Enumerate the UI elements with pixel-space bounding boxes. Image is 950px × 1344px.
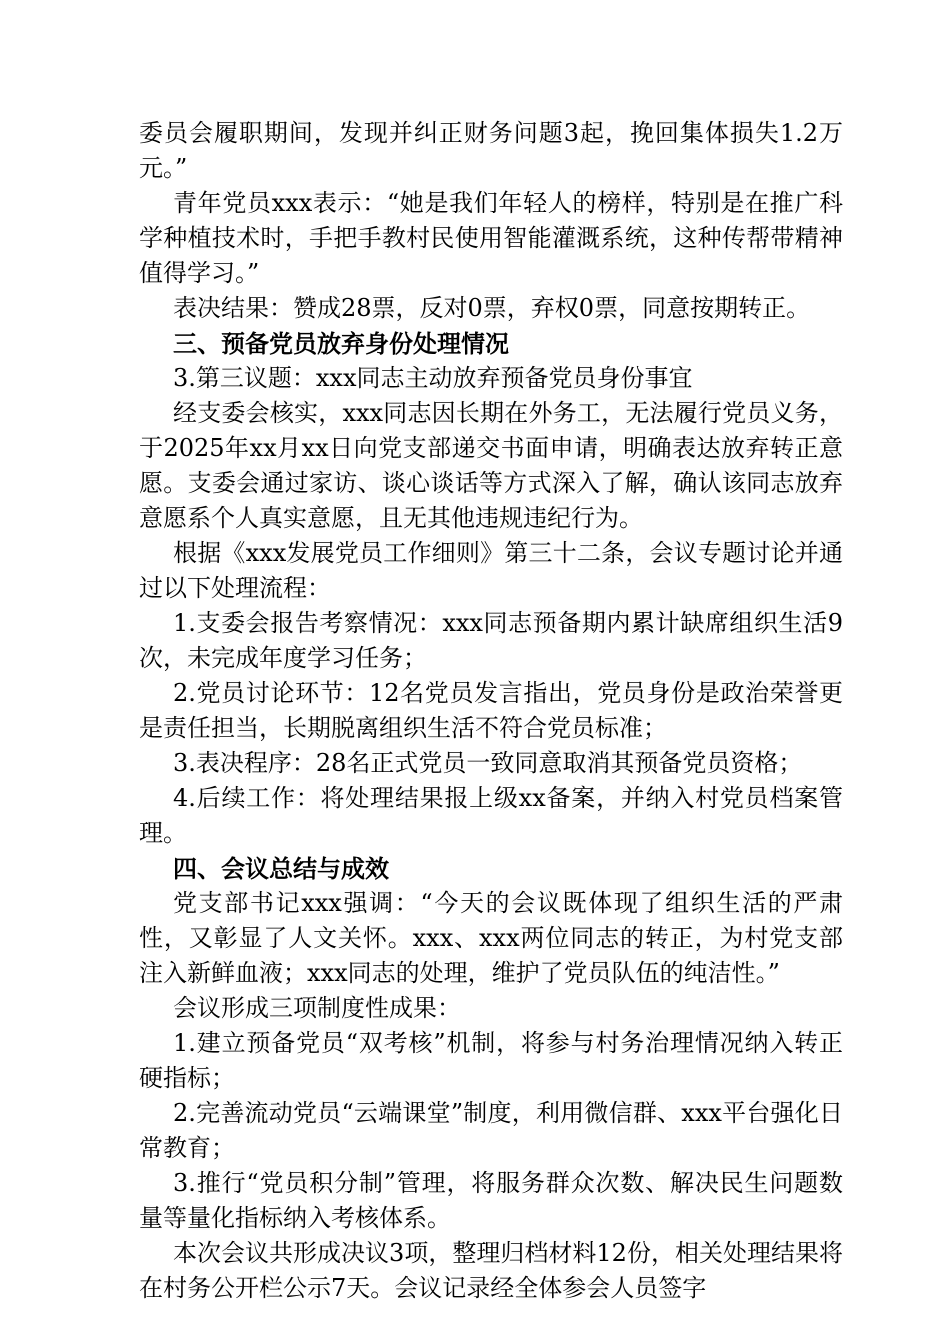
- section-heading-3: 三、预备党员放弃身份处理情况: [173, 329, 509, 358]
- paragraph-step-3: 3.表决程序：28名正式党员一致同意取消其预备党员资格；: [173, 749, 803, 777]
- paragraph-vote-result: 表决结果：赞成28票，反对0票，弃权0票，同意按期转正。: [173, 294, 811, 322]
- paragraph-outcome-3: 3.推行“党员积分制”管理，将服务群众次数、解决民生问题数量等量化指标纳入考核体系。: [139, 1169, 843, 1232]
- paragraph-outcome-2: 2.完善流动党员“云端课堂”制度，利用微信群、xxx平台强化日常教育；: [139, 1099, 843, 1162]
- paragraph-outcome-1: 1.建立预备党员“双考核”机制，将参与村务治理情况纳入转正硬指标；: [139, 1029, 843, 1092]
- paragraph-regulation-basis: 根据《xxx发展党员工作细则》第三十二条，会议专题讨论并通过以下处理流程：: [139, 539, 843, 602]
- paragraph-verification: 经支委会核实，xxx同志因长期在外务工，无法履行党员义务，于2025年xx月xx日向党支部递交书面申请，明确表达放弃转正意愿。支委会通过家访、谈心谈话等方式深入了解，确认该同志放弃意愿系个人真实意愿，且无其他违规违纪行为。: [139, 399, 843, 532]
- paragraph-step-1: 1.支委会报告考察情况：xxx同志预备期内累计缺席组织生活9次，未完成年度学习任务；: [139, 609, 843, 672]
- paragraph-youth-party-member-quote: 青年党员xxx表示：“她是我们年轻人的榜样，特别是在推广科学种植技术时，手把手教村民使用智能灌溉系统，这种传帮带精神值得学习。”: [139, 189, 843, 287]
- paragraph-outcomes-intro: 会议形成三项制度性成果：: [173, 994, 461, 1022]
- paragraph-step-2: 2.党员讨论环节：12名党员发言指出，党员身份是政治荣誉更是责任担当，长期脱离组织生活不符合党员标准；: [139, 679, 843, 742]
- paragraph-secretary-remarks: 党支部书记xxx强调：“今天的会议既体现了组织生活的严肃性，又彰显了人文关怀。xxx、xxx两位同志的转正，为村党支部注入新鲜血液；xxx同志的处理，维护了党员队伍的纯洁性。”: [139, 889, 843, 987]
- section-heading-4: 四、会议总结与成效: [173, 854, 389, 883]
- document-body: [139, 116, 843, 1306]
- paragraph-meeting-summary: 本次会议共形成决议3项，整理归档材料12份，相关处理结果将在村务公开栏公示7天。会议记录经全体参会人员签字: [139, 1239, 843, 1302]
- paragraph-agenda-item-3: 3.第三议题：xxx同志主动放弃预备党员身份事宜: [173, 364, 693, 392]
- paragraph-step-4: 4.后续工作：将处理结果报上级xx备案，并纳入村党员档案管理。: [139, 784, 843, 847]
- paragraph-continuation: 委员会履职期间，发现并纠正财务问题3起，挽回集体损失1.2万元。”: [139, 119, 843, 182]
